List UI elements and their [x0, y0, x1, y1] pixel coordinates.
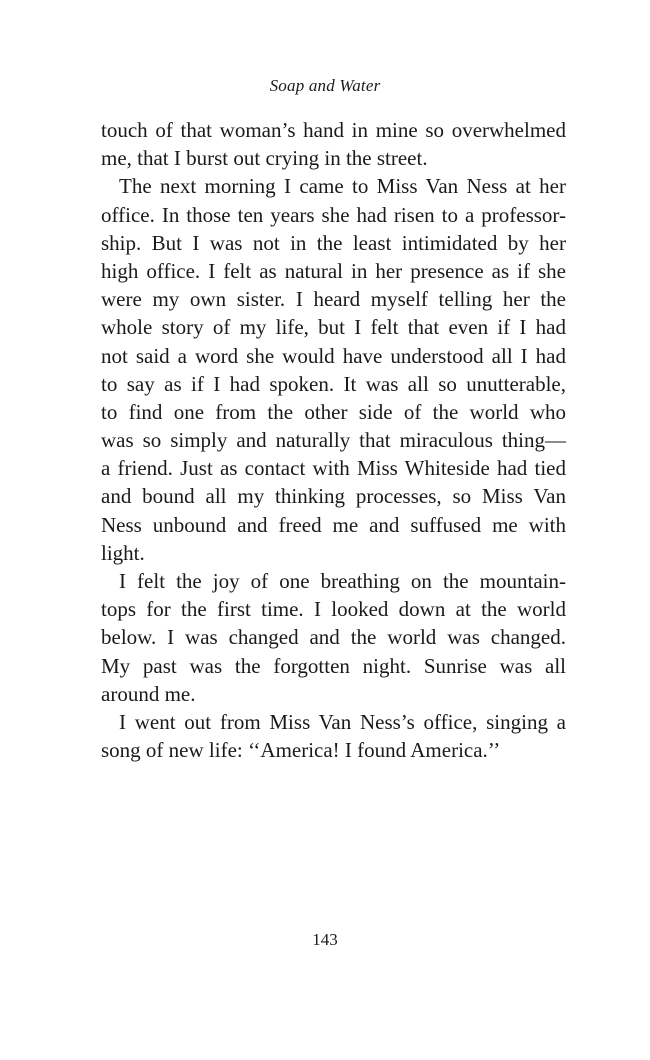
text-line: tops for the first time. I looked down at the world [101, 597, 566, 622]
text-line: were my own sister. I heard myself telling her the [101, 287, 566, 312]
text-line: I went out from Miss Van Ness’s office, singing a [119, 709, 566, 734]
text-line: The next morning I came to Miss Van Ness at her [119, 174, 566, 199]
text-line: song of new life: ‘‘America! I found America.’’ [101, 738, 501, 763]
text-line: and bound all my thinking processes, so Miss Van [101, 484, 566, 509]
text-line: Ness unbound and freed me and suffused me with [101, 512, 566, 537]
text-line: I felt the joy of one breathing on the mountain- [119, 569, 566, 593]
text-line: light. [101, 540, 145, 565]
text-line: to say as if I had spoken. It was all so unutterable, [101, 371, 566, 396]
running-head: Soap and Water [269, 76, 381, 95]
text-line: office. In those ten years she had risen to a professor- [101, 202, 566, 227]
text-line: a friend. Just as contact with Miss Whiteside had tied [101, 456, 566, 481]
text-line: around me. [101, 681, 196, 706]
text-line: was so simply and naturally that miraculous thing— [101, 428, 566, 453]
page-number: 143 [312, 930, 338, 949]
text-line: My past was the forgotten night. Sunrise was all [101, 653, 566, 678]
text-line: below. I was changed and the world was changed. [101, 625, 566, 650]
text-line: high office. I felt as natural in her presence as if she [101, 258, 566, 283]
text-line: touch of that woman’s hand in mine so overwhelmed [101, 118, 566, 142]
text-line: ship. But I was not in the least intimidated by her [101, 230, 566, 255]
text-line: me, that I burst out crying in the street. [101, 146, 428, 171]
text-line: whole story of my life, but I felt that even if I had [101, 315, 566, 340]
body-text [101, 116, 566, 764]
text-line: to find one from the other side of the world who [101, 399, 566, 424]
text-line: not said a word she would have understood all I had [101, 343, 566, 368]
